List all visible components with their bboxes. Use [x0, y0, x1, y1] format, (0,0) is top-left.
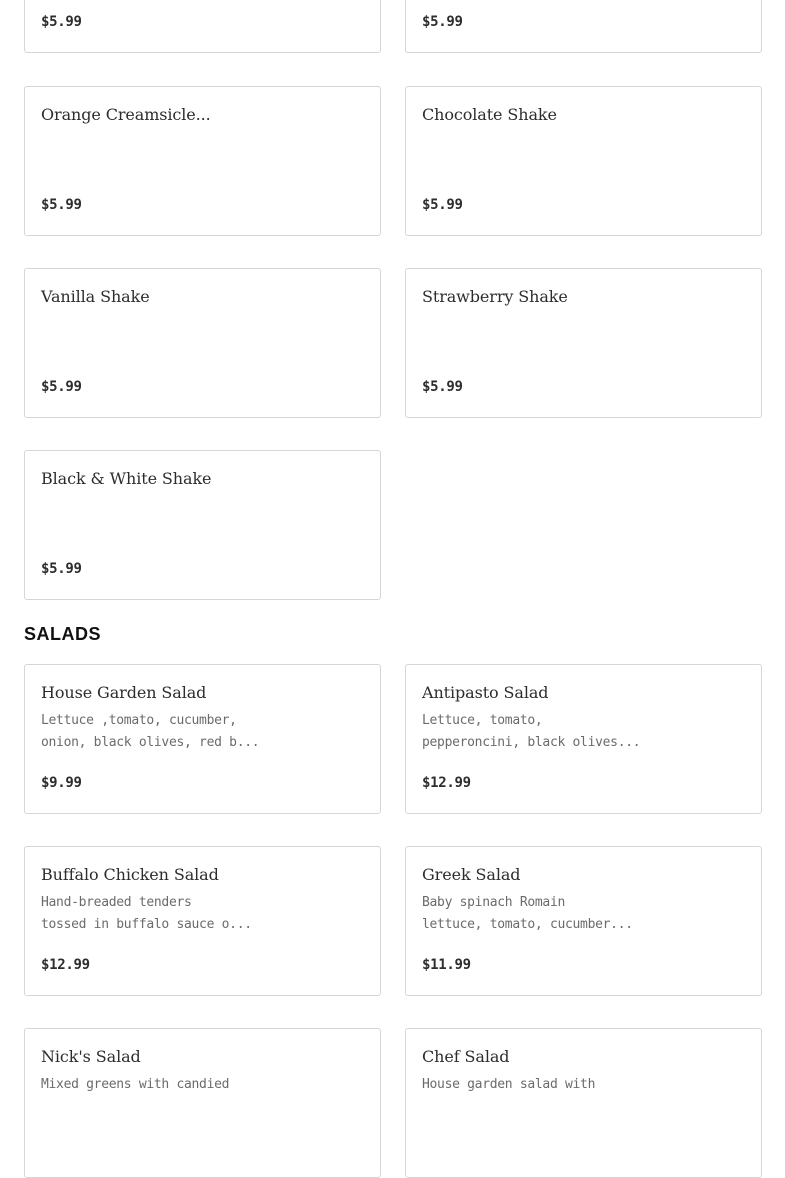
menu-item-card[interactable]: [405, 664, 762, 814]
menu-item-card[interactable]: [24, 664, 381, 814]
item-name: Vanilla Shake: [41, 287, 150, 306]
item-name: Strawberry Shake: [422, 287, 568, 306]
menu-item-card[interactable]: [24, 268, 381, 418]
item-price: $5.99: [41, 561, 82, 577]
item-description: Baby spinach Romain lettuce, tomato, cucumber...: [422, 895, 633, 932]
item-name: Chocolate Shake: [422, 105, 557, 124]
item-description: Mixed greens with candied: [41, 1077, 230, 1092]
menu-item-card[interactable]: [405, 0, 762, 53]
item-price: $5.99: [41, 197, 82, 213]
item-name: Buffalo Chicken Salad: [41, 865, 219, 884]
item-name: Black & White Shake: [41, 469, 212, 488]
menu-item-card[interactable]: [405, 86, 762, 236]
menu-item-card[interactable]: [24, 846, 381, 996]
item-name: Nick's Salad: [41, 1047, 141, 1066]
item-description: Hand-breaded tenders tossed in buffalo sauce o...: [41, 895, 252, 932]
menu-item-card[interactable]: [24, 86, 381, 236]
item-name: House Garden Salad: [41, 683, 207, 702]
item-price: $5.99: [422, 14, 463, 30]
item-price: $11.99: [422, 957, 471, 973]
item-price: $5.99: [41, 379, 82, 395]
item-name: Greek Salad: [422, 865, 521, 884]
item-price: $5.99: [41, 14, 82, 30]
item-price: $12.99: [41, 957, 90, 973]
item-price: $5.99: [422, 197, 463, 213]
item-name: Chef Salad: [422, 1047, 510, 1066]
item-price: $9.99: [41, 775, 82, 791]
menu-item-card[interactable]: [24, 0, 381, 53]
menu-item-card[interactable]: [405, 268, 762, 418]
item-price: $12.99: [422, 775, 471, 791]
menu-item-card[interactable]: [405, 846, 762, 996]
menu-item-card[interactable]: [24, 450, 381, 600]
section-heading-salads: SALADS: [24, 624, 102, 644]
item-description: Lettuce, tomato, pepperoncini, black olives...: [422, 713, 641, 750]
item-description: Lettuce ,tomato, cucumber, onion, black olives, red b...: [41, 713, 260, 750]
item-description: House garden salad with: [422, 1077, 596, 1092]
menu-item-card[interactable]: [405, 1028, 762, 1178]
item-name: Antipasto Salad: [422, 683, 549, 702]
item-name: Orange Creamsicle...: [41, 105, 211, 124]
menu-item-card[interactable]: [24, 1028, 381, 1178]
item-price: $5.99: [422, 379, 463, 395]
